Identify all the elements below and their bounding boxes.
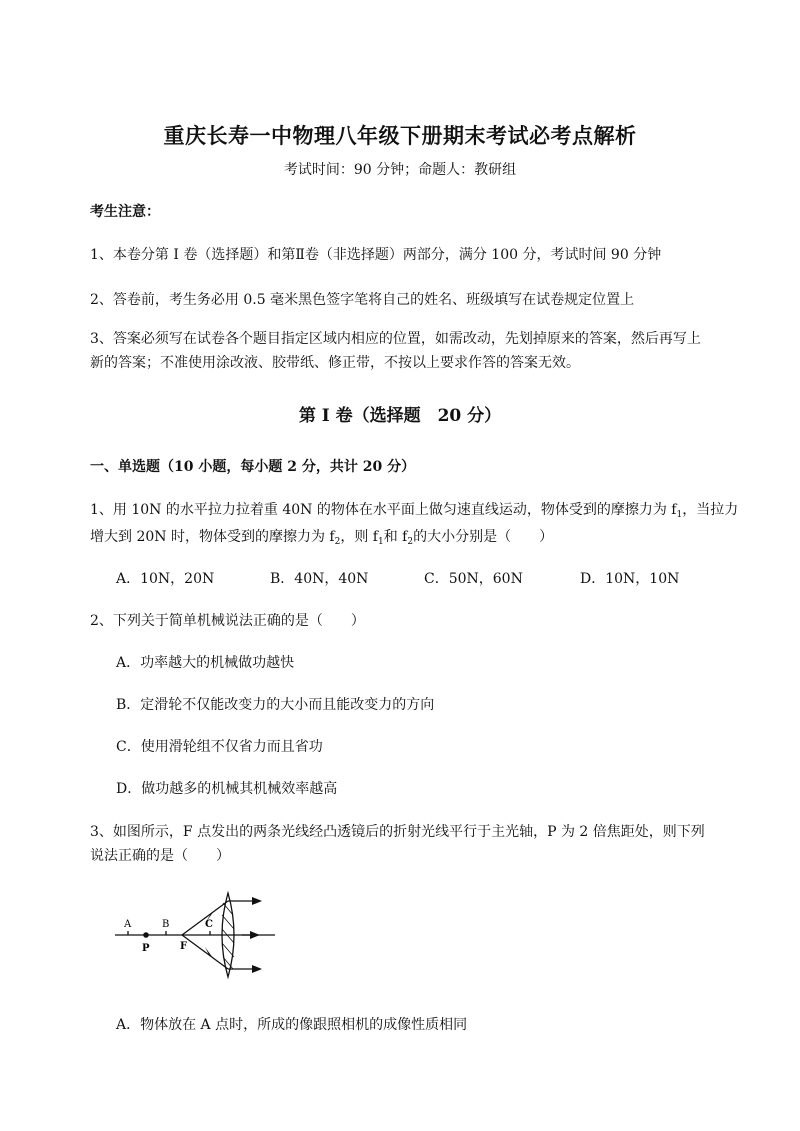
axis-arrow	[250, 931, 260, 939]
question-2-stem: 2、下列关于简单机械说法正确的是（ ）	[90, 613, 365, 629]
section-title: 第 I 卷（选择题 20 分）	[298, 406, 502, 426]
refracted-upper-arrow	[252, 897, 262, 905]
q1-sub-2: 2	[334, 537, 341, 547]
label-c: C	[205, 919, 213, 930]
notice-heading: 考生注意：	[90, 204, 160, 220]
q2-option-c[interactable]: C．使用滑轮组不仅省力而且省功	[116, 739, 323, 755]
question-1-stem-line1	[90, 499, 738, 519]
refracted-lower-arrow	[252, 965, 262, 973]
q1-sub-3: 1	[377, 537, 384, 547]
label-p: P	[142, 943, 150, 954]
q2-option-b[interactable]: B．定滑轮不仅能改变力的大小而且能改变力的方向	[116, 697, 435, 713]
q3-option-a[interactable]: A．物体放在 A 点时，所成的像跟照相机的成像性质相同	[116, 1017, 468, 1033]
exam-title: 重庆长寿一中物理八年级下册期末考试必考点解析	[163, 123, 637, 148]
notice-item-1: 1、本卷分第 I 卷（选择题）和第Ⅱ卷（非选择题）两部分，满分 100 分，考试时间 90 分钟	[90, 247, 662, 263]
q1-option-d[interactable]: D．10N，10N	[580, 571, 680, 587]
q1-option-c[interactable]: C．50N，60N	[424, 571, 523, 587]
q2-option-a[interactable]: A．功率越大的机械做功越快	[116, 655, 295, 671]
notice-item-3: 3、答案必须写在试卷各个题目指定区域内相应的位置，如需改动，先划掉原来的答案，然后再写上新的答案；不准使用涂改液、胶带纸、修正带，不按以上要求作答的答案无效。	[90, 331, 701, 371]
q1-text-b: ，当拉力	[682, 502, 739, 518]
q1-option-b[interactable]: B．40N，40N	[270, 571, 369, 587]
ray-lower	[182, 935, 228, 969]
question-1-stem-line2	[90, 526, 553, 546]
q1-text-d: ，则 f	[340, 529, 378, 545]
notice-item-2: 2、答卷前，考生务必用 0.5 毫米黑色签字笔将自己的姓名、班级填写在试卷规定位置上	[90, 292, 635, 308]
section-subheading: 一、单选题（10 小题，每小题 2 分，共计 20 分）	[90, 459, 416, 475]
question-3-stem: 3、如图所示，F 点发出的两条光线经凸透镜后的折射光线平行于主光轴，P 为 2 倍焦距处，则下列说法正确的是（ ）	[90, 824, 705, 864]
label-f: F	[180, 941, 188, 952]
q1-text-e: 和 f	[383, 529, 408, 545]
q2-option-d[interactable]: D．做功越多的机械其机械效率越高	[116, 781, 338, 797]
q1-sub-1: 1	[676, 510, 683, 520]
q1-sub-4: 2	[407, 537, 414, 547]
point-p	[143, 932, 149, 938]
label-a: A	[124, 919, 132, 930]
q1-text-f: 的大小分别是（ ）	[413, 529, 554, 545]
exam-subtitle: 考试时间：90 分钟；命题人：教研组	[283, 162, 517, 178]
lens-diagram	[110, 885, 280, 985]
q1-text-c: 增大到 20N 时，物体受到的摩擦力为 f	[90, 529, 335, 545]
q1-option-a[interactable]: A．10N，20N	[116, 571, 215, 587]
label-b: B	[162, 919, 170, 930]
q1-text-a: 1、用 10N 的水平拉力拉着重 40N 的物体在水平面上做匀速直线运动，物体受到的摩擦力为 f	[90, 502, 677, 518]
